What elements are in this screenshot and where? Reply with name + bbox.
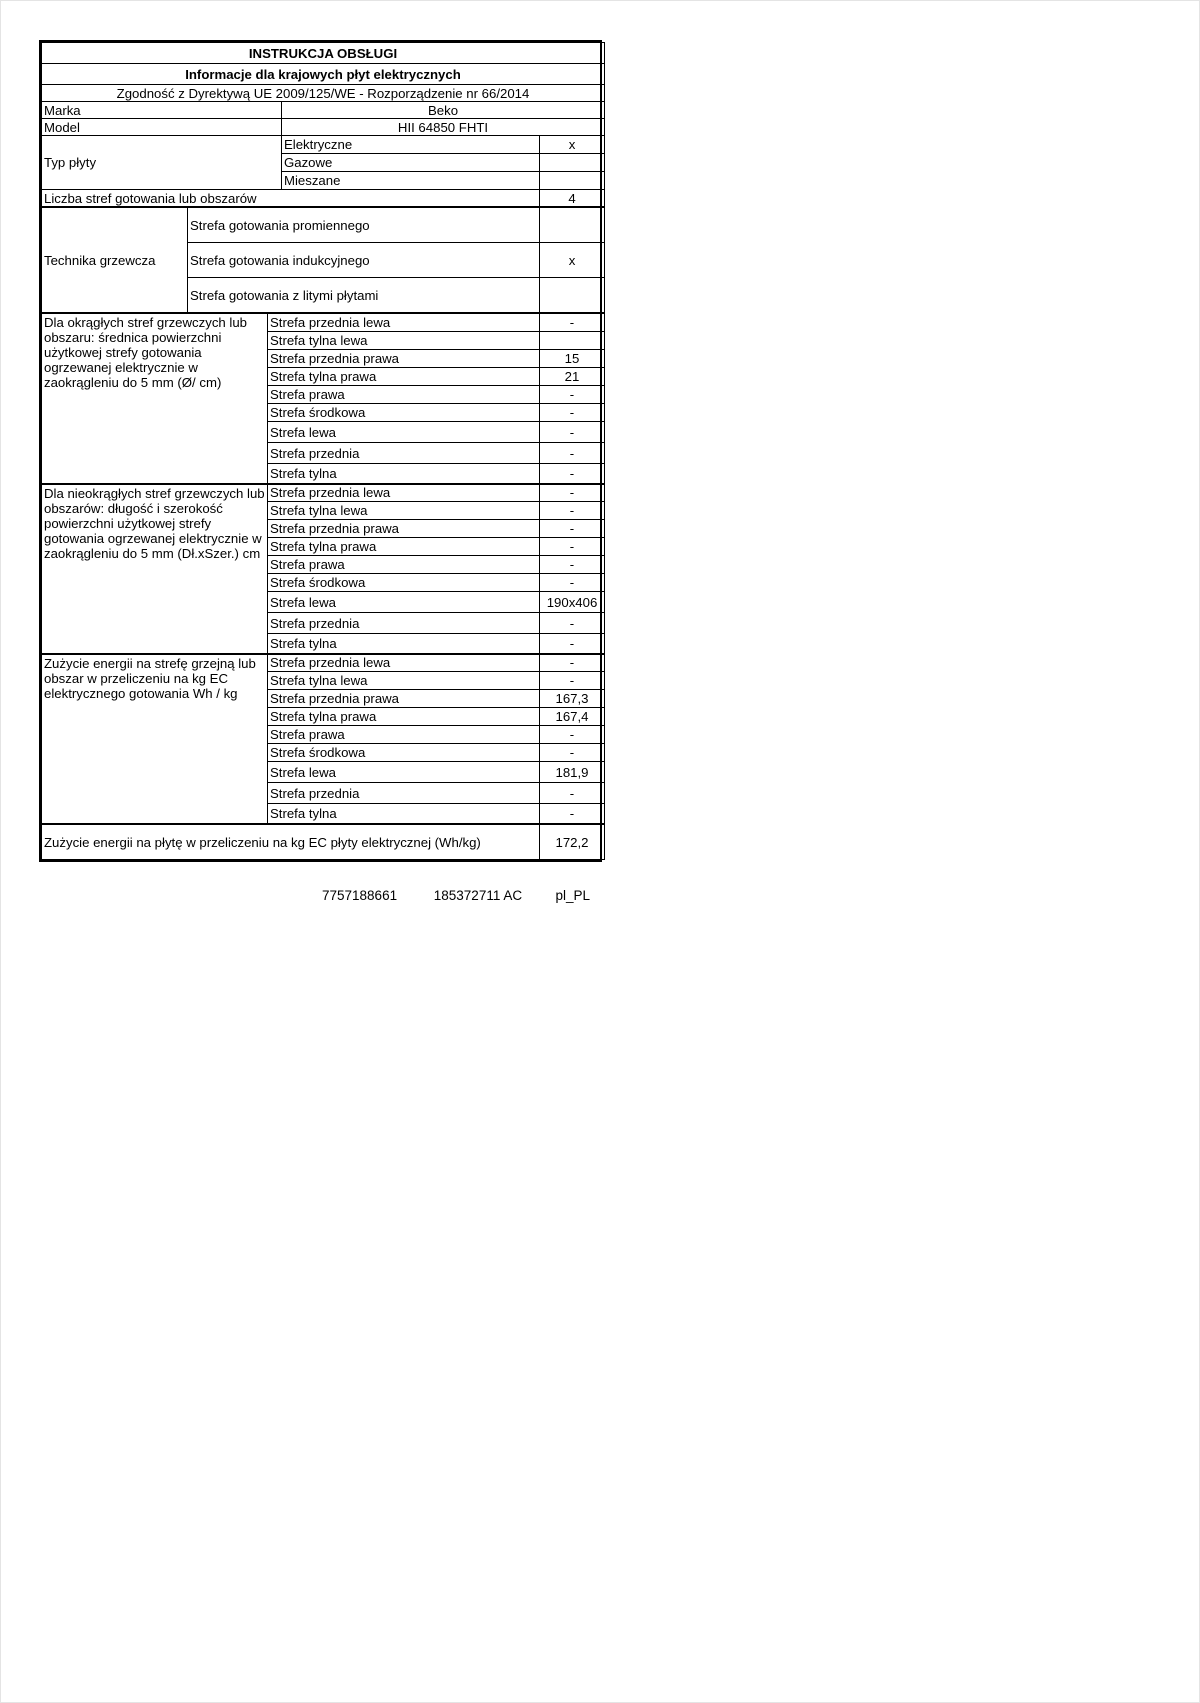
total-energy-table — [41, 824, 605, 860]
zone-value: - — [540, 613, 605, 634]
zone-value: - — [540, 538, 605, 556]
footer-locale: pl_PL — [555, 888, 591, 903]
zone-value: - — [540, 386, 605, 404]
hob-type-option: Gazowe — [282, 154, 540, 172]
zone-value: 167,4 — [540, 708, 605, 726]
total-energy-value: 172,2 — [540, 825, 605, 860]
brand-value: Beko — [282, 102, 605, 119]
zone-value: - — [540, 744, 605, 762]
hob-type-label: Typ płyty — [42, 136, 282, 190]
footer-code: 185372711 AC — [433, 888, 523, 903]
zone-name: Strefa tylna lewa — [268, 332, 540, 350]
zone-name: Strefa prawa — [268, 386, 540, 404]
hob-type-mark: x — [540, 136, 605, 154]
zone-name: Strefa przednia prawa — [268, 520, 540, 538]
heating-tech-table — [41, 207, 605, 313]
header-table — [41, 42, 605, 207]
document-footer — [322, 888, 590, 903]
zone-name: Strefa tylna prawa — [268, 708, 540, 726]
zone-value: - — [540, 783, 605, 804]
zone-value: - — [540, 484, 605, 502]
zone-name: Strefa tylna lewa — [268, 502, 540, 520]
document-subtitle: Informacje dla krajowych płyt elektrycznych — [42, 64, 605, 85]
compliance-note: Zgodność z Dyrektywą UE 2009/125/WE - Rozporządzenie nr 66/2014 — [42, 85, 605, 102]
zone-name: Strefa prawa — [268, 556, 540, 574]
zone-name: Strefa tylna — [268, 804, 540, 824]
section-label: Dla okrągłych stref grzewczych lub obszaru: średnica powierzchni użytkowej strefy gotowania ogrzewanej elektrycznie w zaokrągleniu do 5 mm (Ø/ cm) — [42, 314, 268, 484]
hob-type-option: Mieszane — [282, 172, 540, 190]
zone-count-value: 4 — [540, 190, 605, 207]
zone-count-label: Liczba stref gotowania lub obszarów — [42, 190, 540, 207]
zone-name: Strefa przednia lewa — [268, 484, 540, 502]
zone-name: Strefa lewa — [268, 762, 540, 783]
hob-type-option: Elektryczne — [282, 136, 540, 154]
zone-value: - — [540, 502, 605, 520]
zone-value: - — [540, 634, 605, 654]
zone-value: - — [540, 654, 605, 672]
zone-name: Strefa przednia — [268, 613, 540, 634]
zone-name: Strefa tylna lewa — [268, 672, 540, 690]
zone-name: Strefa tylna — [268, 464, 540, 484]
heating-tech-option: Strefa gotowania indukcyjnego — [188, 243, 540, 278]
zone-name: Strefa przednia prawa — [268, 350, 540, 368]
zone-value: - — [540, 404, 605, 422]
zone-value: - — [540, 556, 605, 574]
heating-tech-option: Strefa gotowania promiennego — [188, 208, 540, 243]
zone-value: - — [540, 314, 605, 332]
zone-name: Strefa tylna prawa — [268, 538, 540, 556]
model-value: HII 64850 FHTI — [282, 119, 605, 136]
zone-value: 15 — [540, 350, 605, 368]
model-label: Model — [42, 119, 282, 136]
zone-value: - — [540, 520, 605, 538]
zone-name: Strefa tylna prawa — [268, 368, 540, 386]
document-title: INSTRUKCJA OBSŁUGI — [42, 43, 605, 64]
zone-value: 167,3 — [540, 690, 605, 708]
zone-value: 181,9 — [540, 762, 605, 783]
zone-value: 21 — [540, 368, 605, 386]
zone-name: Strefa przednia lewa — [268, 314, 540, 332]
heating-tech-mark — [540, 278, 605, 313]
zone-name: Strefa lewa — [268, 592, 540, 613]
zone-name: Strefa prawa — [268, 726, 540, 744]
heating-tech-label: Technika grzewcza — [42, 208, 188, 313]
zone-value: - — [540, 443, 605, 464]
total-energy-label: Zużycie energii na płytę w przeliczeniu na kg EC płyty elektrycznej (Wh/kg) — [42, 825, 540, 860]
zone-value: - — [540, 726, 605, 744]
zone-value: 190x406 — [540, 592, 605, 613]
brand-label: Marka — [42, 102, 282, 119]
zone-name: Strefa przednia lewa — [268, 654, 540, 672]
product-fiche — [39, 40, 602, 862]
zone-name: Strefa przednia — [268, 783, 540, 804]
zone-value: - — [540, 464, 605, 484]
heating-tech-option: Strefa gotowania z litymi płytami — [188, 278, 540, 313]
zone-name: Strefa przednia prawa — [268, 690, 540, 708]
footer-code: 7757188661 — [322, 888, 398, 903]
heating-tech-mark — [540, 208, 605, 243]
hob-type-mark — [540, 154, 605, 172]
zone-name: Strefa tylna — [268, 634, 540, 654]
zone-name: Strefa przednia — [268, 443, 540, 464]
zone-value: - — [540, 672, 605, 690]
heating-tech-mark: x — [540, 243, 605, 278]
zone-name: Strefa lewa — [268, 422, 540, 443]
zone-value: - — [540, 574, 605, 592]
section-label: Dla nieokrągłych stref grzewczych lub obszarów: długość i szerokość powierzchni użytkowej strefy gotowania ogrzewanej elektrycznie w zaokrągleniu do 5 mm (Dł.xSzer.) cm — [42, 484, 268, 654]
zone-name: Strefa środkowa — [268, 404, 540, 422]
zone-name: Strefa środkowa — [268, 744, 540, 762]
zone-value: - — [540, 804, 605, 824]
zone-name: Strefa środkowa — [268, 574, 540, 592]
zones-table — [41, 313, 605, 824]
section-label: Zużycie energii na strefę grzejną lub obszar w przeliczeniu na kg EC elektrycznego gotowania Wh / kg — [42, 654, 268, 824]
zone-value — [540, 332, 605, 350]
zone-value: - — [540, 422, 605, 443]
hob-type-mark — [540, 172, 605, 190]
